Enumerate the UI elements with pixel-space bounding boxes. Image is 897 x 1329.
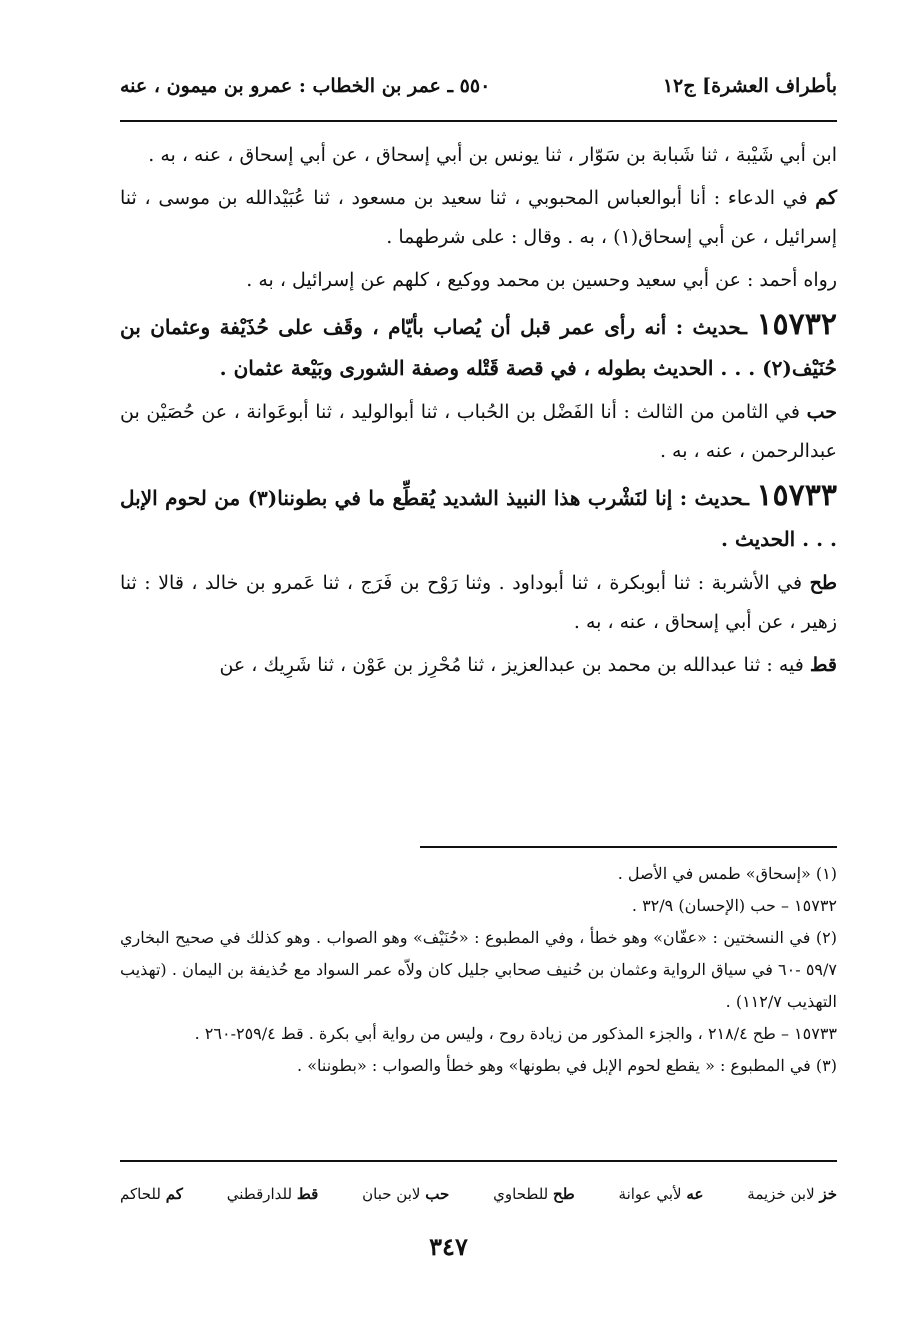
paragraph-text: في الثامن من الثالث : أنا الفَضْل بن الحُباب ، ثنا أبوالوليد ، ثنا أبوعَوانة ، عن حُصَيْن بن عبدالرحمن ، عنه ، به . — [120, 401, 837, 462]
hadith-number: ١٥٧٣٢ — [756, 307, 838, 342]
legend-item: خز لابن خزيمة — [747, 1185, 837, 1203]
footnote: (١) «إسحاق» طمس في الأصل . — [617, 864, 837, 883]
paragraph-text: في الأشربة : ثنا أبوبكرة ، ثنا أبوداود . وثنا رَوْح بن فَرَج ، ثنا عَمرو بن خالد ، قالا : ثنا زهير ، عن أبي إسحاق ، عنه ، به . — [120, 572, 837, 633]
footnote: ١٥٧٣٣ – طح ٢١٨/٤ ، والجزء المذكور من زيادة روح ، وليس من رواية أبي بكرة . قط ٢٥٩/٤-٢٦٠ . — [194, 1024, 837, 1043]
paragraph-text: فيه : ثنا عبدالله بن محمد بن عبدالعزيز ، ثنا مُحْرِز بن عَوْن ، ثنا شَرِيك ، عن — [219, 654, 804, 676]
hadith-entry — [120, 304, 837, 389]
paragraph — [120, 261, 837, 300]
footnote: ١٥٧٣٢ – حب (الإحسان) ٣٢/٩ . — [631, 896, 837, 915]
paragraph — [120, 136, 837, 175]
hadith-text: ـحديث : إنا لنَشْرب هذا النبيذ الشديد يُقطِّع ما في بطوننا(٣) من لحوم الإبل . . . الحديث . — [120, 486, 837, 551]
legend-item: عه لأبي عوانة — [618, 1185, 704, 1203]
main-text — [120, 136, 837, 689]
paragraph — [120, 393, 837, 471]
paragraph-text: رواه أحمد : عن أبي سعيد وحسين بن محمد ووكيع ، كلهم عن إسرائيل ، به . — [246, 269, 837, 291]
footnote-rule — [420, 846, 837, 848]
header-rule — [120, 120, 837, 122]
paragraph — [120, 179, 837, 257]
source-abbr: طح — [809, 572, 837, 594]
hadith-text: ـحديث : أنه رأى عمر قبل أن يُصاب بأيّام ، وقَف على حُذَيْفة وعثمان بن حُنَيْف(٢) . . . الحديث بطوله ، في قصة قَتْله وصفة الشورى وبَيْعة عثمان . — [120, 315, 837, 380]
legend-rule — [120, 1160, 837, 1162]
header-right: بأطراف العشرة] ج١٢ — [662, 75, 837, 97]
legend-item: حب لابن حبان — [362, 1185, 450, 1203]
legend-item: طح للطحاوي — [493, 1185, 575, 1203]
legend-item: كم للحاكم — [120, 1185, 183, 1203]
source-abbr: حب — [806, 401, 837, 423]
legend-item: قط للدارقطني — [226, 1185, 319, 1203]
paragraph-text: ابن أبي شَيْبة ، ثنا شَبابة بن سَوّار ، ثنا يونس بن أبي إسحاق ، عن أبي إسحاق ، عنه ، به . — [148, 144, 837, 166]
footnote: (٣) في المطبوع : « يقطع لحوم الإبل في بطونها» وهو خطأ والصواب : «بطوننا» . — [297, 1056, 837, 1075]
paragraph — [120, 646, 837, 685]
footnotes — [120, 858, 837, 1082]
page-number: ٣٤٧ — [429, 1232, 468, 1261]
source-abbr: كم — [815, 187, 837, 209]
paragraph — [120, 564, 837, 642]
footnote: (٢) في النسختين : «عفّان» وهو خطأ ، وفي المطبوع : «حُنَيْف» وهو الصواب . وهو كذلك في صحيح البخاري ٥٩/٧ -٦٠ في سياق الرواية وعثمان بن حُنيف صحابي جليل كان ولاّه عمر السواد مع حُذيفة بن اليمان . (تهذيب التهذيب ١١٢/٧) . — [120, 928, 837, 1011]
abbreviation-legend — [120, 1172, 837, 1216]
source-abbr: قط — [809, 654, 837, 676]
hadith-number: ١٥٧٣٣ — [756, 478, 837, 513]
header-left: ٥٥٠ ـ عمر بن الخطاب : عمرو بن ميمون ، عنه — [120, 75, 491, 97]
paragraph-text: في الدعاء : أنا أبوالعباس المحبوبي ، ثنا سعيد بن مسعود ، ثنا عُبَيْدالله بن موسى ، ثنا إسرائيل ، عن أبي إسحاق(١) ، به . وقال : على شرطهما . — [120, 187, 837, 248]
hadith-entry — [120, 475, 837, 560]
running-header — [120, 66, 837, 106]
